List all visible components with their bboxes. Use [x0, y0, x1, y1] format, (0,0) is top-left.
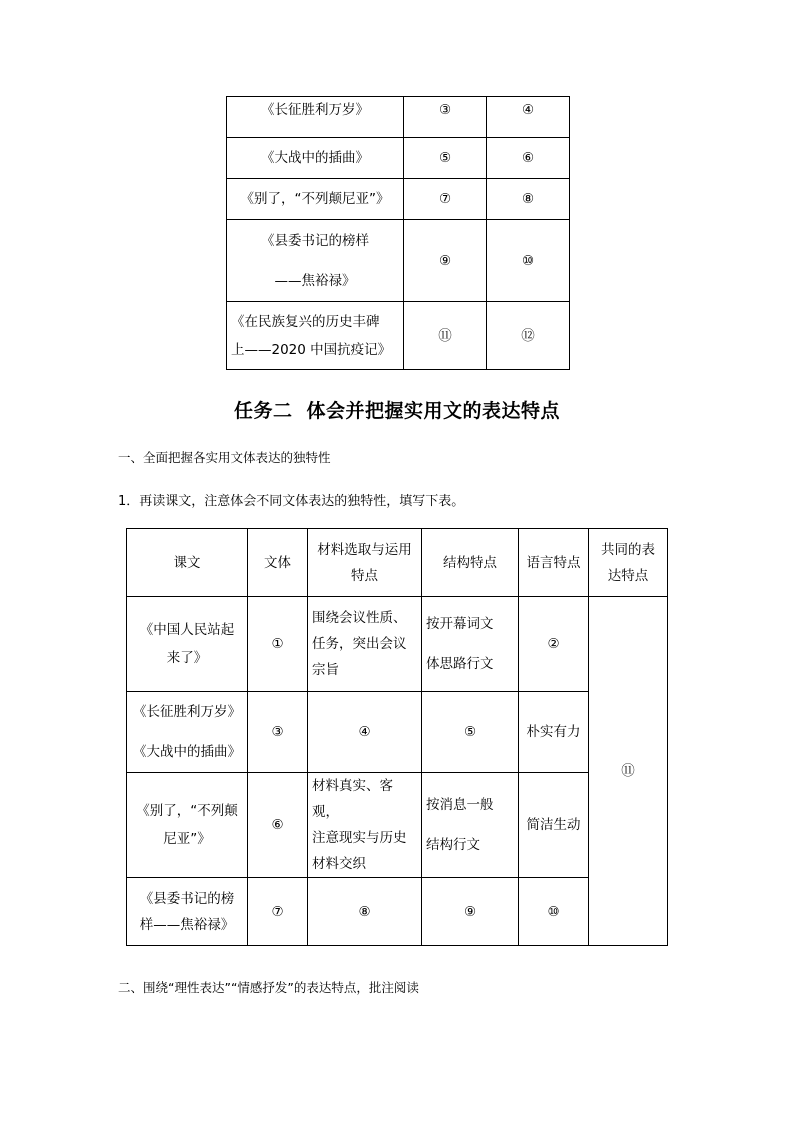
table1-title-line: 上——2020 中国抗疫记》: [231, 341, 392, 358]
language-cell: ②: [519, 597, 589, 692]
genre-features-table: [126, 528, 668, 946]
table1-blank-cell: ⑪: [404, 302, 487, 370]
cell-line: 按消息一般: [426, 797, 494, 813]
cell-line: 围绕会议性质、: [312, 610, 407, 626]
language-cell: 简洁生动: [519, 773, 589, 878]
genre-cell: ⑥: [248, 773, 308, 878]
cell-line: 注意现实与历史: [312, 830, 407, 846]
cell-line: 任务，突出会议: [312, 636, 407, 652]
table1-blank-cell: ③: [404, 97, 487, 138]
text-cell: [127, 773, 248, 878]
table1-title-line: 《在民族复兴的历史丰碑: [231, 313, 380, 330]
material-cell: [308, 773, 422, 878]
cell-line: 材料真实、客观，: [312, 778, 393, 820]
table1-title-cell: 《长征胜利万岁》: [227, 97, 404, 138]
material-cell: ④: [308, 692, 422, 773]
table1-title-cell: 《大战中的插曲》: [227, 138, 404, 179]
genre-cell: ⑦: [248, 878, 308, 946]
cell-line: 来了》: [166, 650, 208, 666]
cell-line: 尼亚”》: [163, 831, 211, 847]
genre-cell: ①: [248, 597, 308, 692]
header-genre: 文体: [248, 529, 308, 597]
task-number: 任务二: [233, 400, 293, 422]
text-cell: [127, 692, 248, 773]
table1-title-cell: [227, 302, 404, 370]
table1-blank-cell: ⑫: [487, 302, 570, 370]
table1-blank-cell: ⑦: [404, 179, 487, 220]
task-title: 体会并把握实用文的表达特点: [306, 400, 561, 422]
section-heading-1: 一、全面把握各实用文体表达的独特性: [118, 450, 331, 465]
table1-title-cell: 《别了，“不列颠尼亚”》: [227, 179, 404, 220]
structure-cell: [422, 773, 519, 878]
text-cell: [127, 878, 248, 946]
table1-blank-cell: ⑩: [487, 220, 570, 302]
task-heading: [0, 396, 794, 423]
header-common: [589, 529, 668, 597]
table1-title-cell: [227, 220, 404, 302]
table1-blank-cell: ⑤: [404, 138, 487, 179]
cell-line: 结构行文: [426, 837, 480, 853]
cell-line: 《别了，“不列颠: [136, 803, 238, 819]
section-heading-2: 二、围绕“理性表达”“情感抒发”的表达特点，批注阅读: [118, 980, 419, 995]
language-cell: ⑩: [519, 878, 589, 946]
header-language: 语言特点: [519, 529, 589, 597]
cell-line: 体思路行文: [426, 656, 494, 672]
instruction-text: 1．再读课文，注意体会不同文体表达的独特性，填写下表。: [118, 494, 465, 509]
cell-line: 样——焦裕禄》: [139, 916, 235, 933]
cell-line: 《长征胜利万岁》: [133, 704, 241, 720]
table1-title-line: ——焦裕禄》: [274, 272, 356, 289]
header-structure: 结构特点: [422, 529, 519, 597]
table1-blank-cell: ⑥: [487, 138, 570, 179]
table1-blank-cell: ④: [487, 97, 570, 138]
table1-blank-cell: ⑨: [404, 220, 487, 302]
table1-blank-cell: ⑧: [487, 179, 570, 220]
cell-line: 《县委书记的榜: [139, 890, 235, 907]
material-cell: [308, 597, 422, 692]
cell-line: 材料交织: [312, 856, 366, 872]
cell-line: 《大战中的插曲》: [133, 744, 241, 760]
cell-line: 宗旨: [312, 662, 339, 678]
structure-cell: [422, 597, 519, 692]
cell-line: 《中国人民站起: [139, 622, 235, 638]
header-line: 共同的表: [601, 541, 655, 558]
summary-table-top: [226, 96, 570, 370]
header-line: 材料选取与运用: [317, 541, 412, 558]
header-line: 特点: [351, 567, 378, 584]
language-cell: 朴实有力: [519, 692, 589, 773]
header-line: 达特点: [607, 567, 649, 584]
structure-cell: ⑤: [422, 692, 519, 773]
text-cell: [127, 597, 248, 692]
common-features-cell: ⑪: [589, 597, 668, 946]
material-cell: ⑧: [308, 878, 422, 946]
header-material: [308, 529, 422, 597]
header-text: 课文: [127, 529, 248, 597]
table1-title-line: 《县委书记的榜样: [261, 232, 369, 249]
structure-cell: ⑨: [422, 878, 519, 946]
genre-cell: ③: [248, 692, 308, 773]
cell-line: 按开幕词文: [426, 616, 494, 632]
